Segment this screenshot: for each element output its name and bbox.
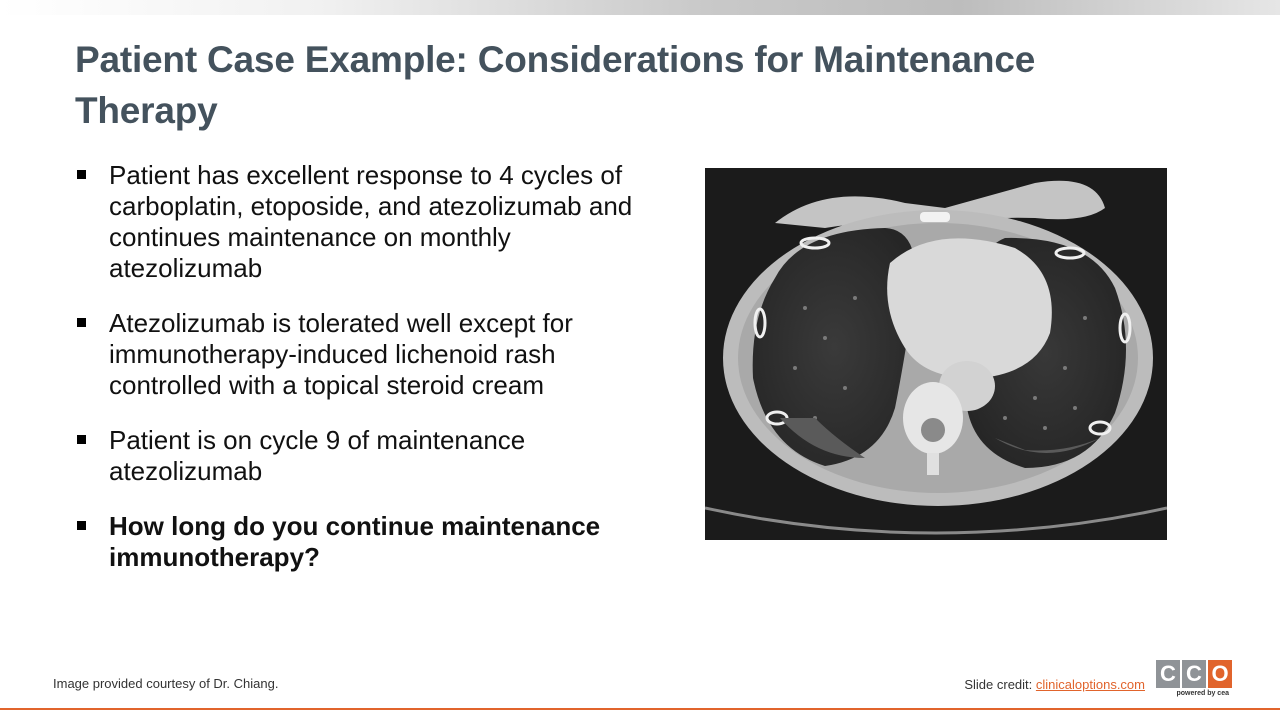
bullet-text: How long do you continue maintenance immunotherapy?	[109, 511, 601, 572]
logo-letter-c2: C	[1182, 660, 1206, 688]
logo-letter-boxes	[1156, 660, 1233, 688]
bullet-item	[75, 160, 635, 284]
square-bullet-icon	[77, 435, 86, 444]
square-bullet-icon	[77, 318, 86, 327]
ct-scan-drawing	[705, 168, 1167, 540]
top-gradient-bar	[0, 0, 1280, 15]
logo-letter-c1: C	[1156, 660, 1180, 688]
bullet-item	[75, 308, 635, 401]
bullet-list	[75, 160, 635, 597]
bullet-text: Atezolizumab is tolerated well except for immunotherapy-induced lichenoid rash controlled with a topical steroid cream	[109, 308, 573, 400]
slide-credit	[964, 677, 1145, 692]
chest-ct-image	[705, 168, 1167, 540]
cco-logo	[1156, 660, 1233, 706]
clinicaloptions-link[interactable]: clinicaloptions.com	[1035, 677, 1145, 692]
bullet-item	[75, 425, 635, 487]
bullet-text: Patient is on cycle 9 of maintenance atezolizumab	[109, 425, 526, 486]
logo-tagline: powered by cea	[1176, 690, 1229, 697]
image-credit: Image provided courtesy of Dr. Chiang.	[53, 676, 279, 691]
slide-title: Patient Case Example: Considerations for Maintenance Therapy	[75, 39, 1036, 131]
bullet-item-question	[75, 511, 635, 573]
bottom-accent-line	[0, 708, 1280, 710]
bullet-text: Patient has excellent response to 4 cycles of carboplatin, etoposide, and atezolizumab and continues maintenance on monthly atezolizumab	[109, 160, 633, 283]
square-bullet-icon	[77, 521, 86, 530]
slide-credit-label: Slide credit:	[964, 677, 1036, 692]
logo-letter-o: O	[1208, 660, 1232, 688]
square-bullet-icon	[77, 170, 86, 179]
